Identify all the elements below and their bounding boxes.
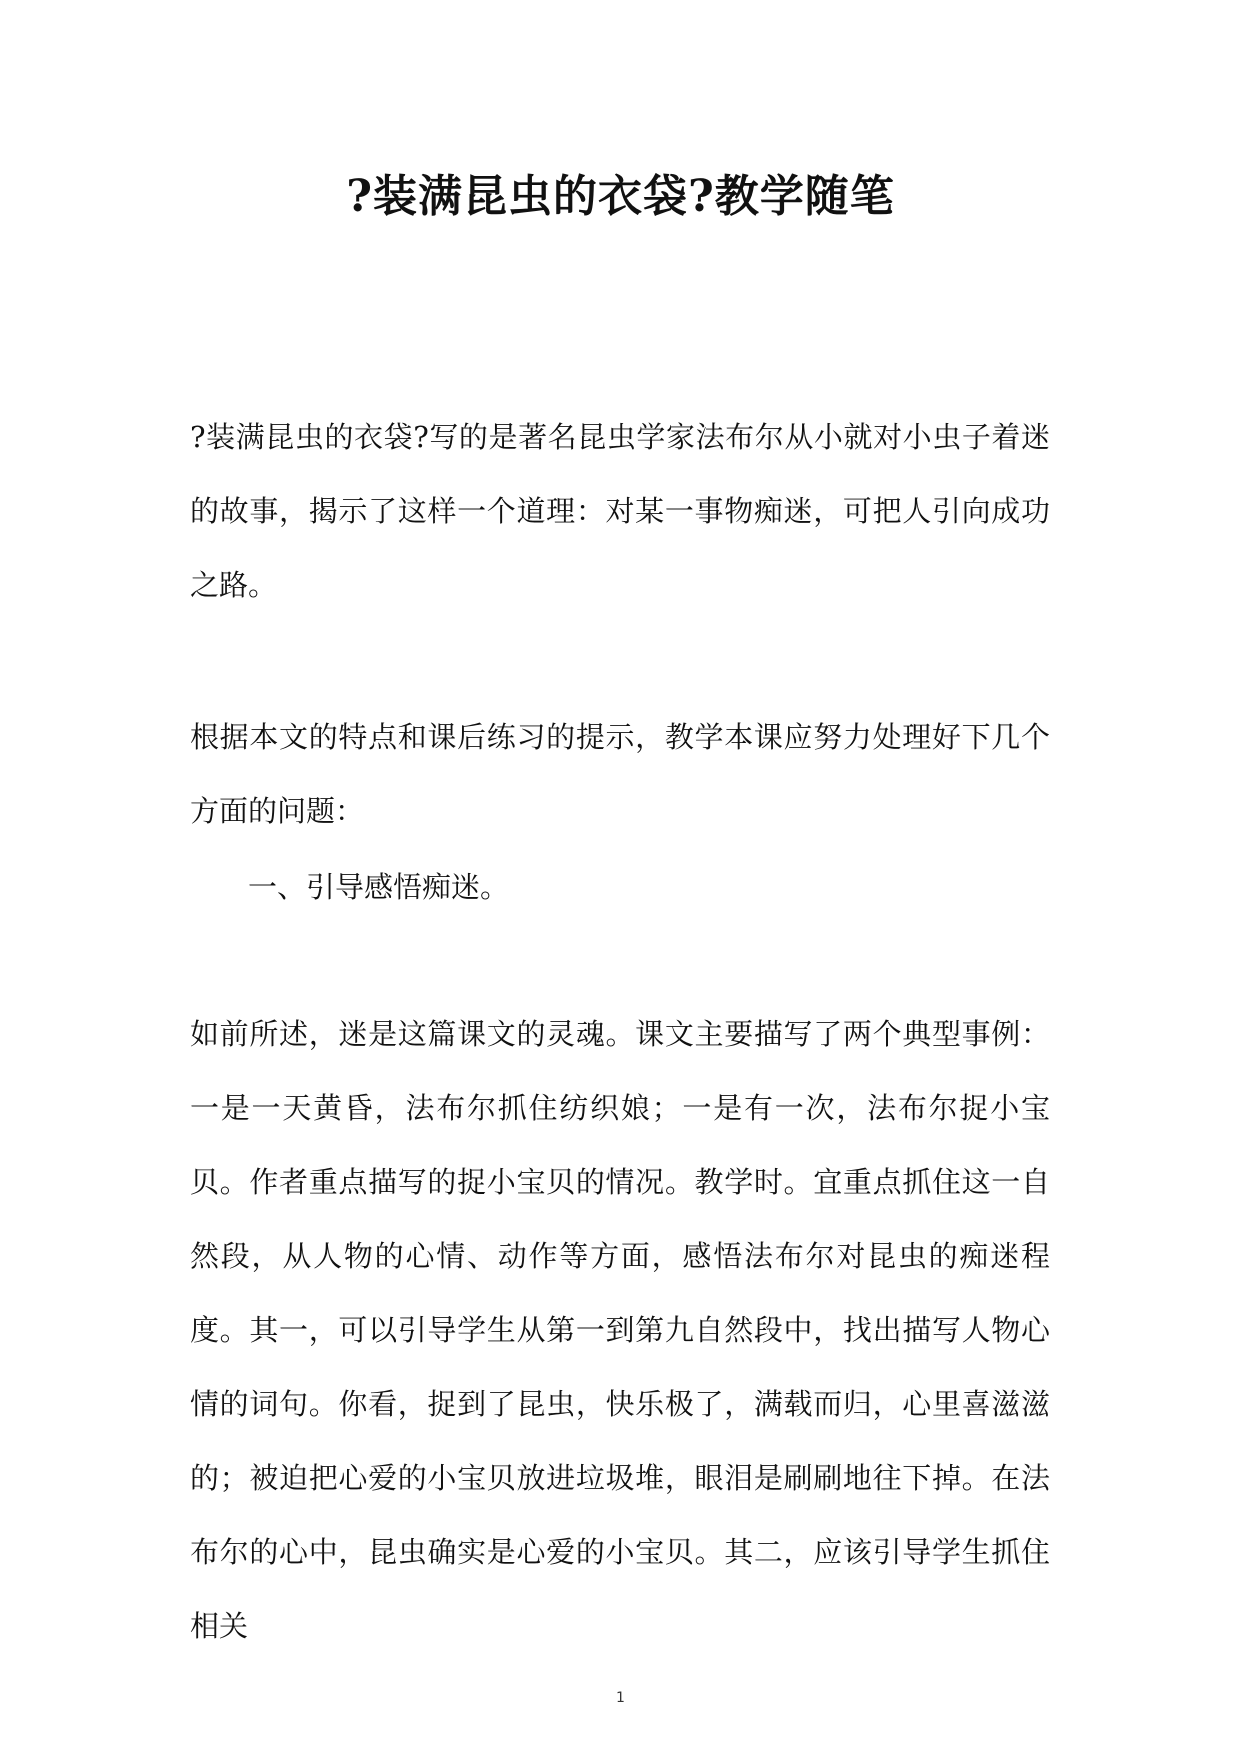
document-title: ?装满昆虫的衣袋?教学随笔 — [346, 171, 895, 222]
section-heading-1: 一、引导感悟痴迷。 — [248, 870, 510, 904]
paragraph-intro: ?装满昆虫的衣袋?写的是著名昆虫学家法布尔从小就对小虫子着迷的故事，揭示了这样一个道理：对某一事物痴迷，可把人引向成功之路。 — [190, 420, 1050, 602]
page-number: 1 — [616, 1690, 625, 1706]
paragraph-body: 如前所述，迷是这篇课文的灵魂。课文主要描写了两个典型事例：一是一天黄昏，法布尔抓住纺织娘；一是有一次，法布尔捉小宝贝。作者重点描写的捉小宝贝的情况。教学时。宜重点抓住这一自然段，从人物的心情、动作等方面，感悟法布尔对昆虫的痴迷程度。其一，可以引导学生从第一到第九自然段中，找出描写人物心情的词句。你看，捉到了昆虫，快乐极了，满载而归，心里喜滋滋的；被迫把心爱的小宝贝放进垃圾堆，眼泪是刷刷地往下掉。在法布尔的心中，昆虫确实是心爱的小宝贝。其二，应该引导学生抓住相关 — [190, 1017, 1050, 1643]
paragraph-overview: 根据本文的特点和课后练习的提示，教学本课应努力处理好下几个方面的问题： — [190, 720, 1050, 828]
